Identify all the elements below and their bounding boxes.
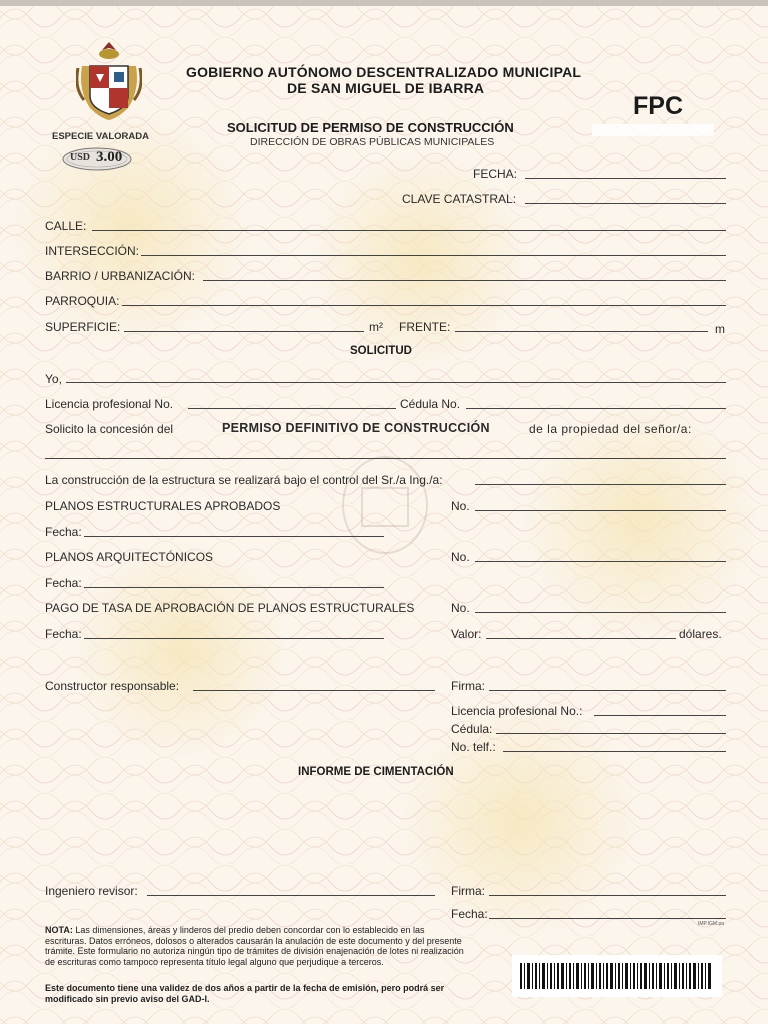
ingeniero-label: Ingeniero revisor: [45,884,138,898]
firma-constructor-field[interactable] [489,690,726,691]
control-field[interactable] [475,484,726,485]
frente-label: FRENTE: [399,320,451,334]
cedula-constructor-field[interactable] [496,733,726,734]
code-blank-box [592,124,714,136]
header-line-1: GOBIERNO AUTÓNOMO DESCENTRALIZADO MUNICIPAL [186,64,582,80]
valor-label: Valor: [451,627,482,641]
m2-unit: m² [369,320,383,334]
fecha-ingeniero-label: Fecha: [451,907,488,921]
interseccion-field[interactable] [141,255,726,256]
firma-ingeniero-field[interactable] [489,895,726,896]
solicito-text-bold: PERMISO DEFINITIVO DE CONSTRUCCIÓN [222,421,490,435]
pago-tasa-label: PAGO DE TASA DE APROBACIÓN DE PLANOS ESTRUCTURALES [45,601,415,615]
pago-fecha-label: Fecha: [45,627,82,641]
barrio-field[interactable] [203,280,726,281]
cedula-constructor-label: Cédula: [451,722,493,736]
planos-arq-fecha-field[interactable] [84,587,384,588]
m-unit: m [715,322,725,336]
licencia-prof-field[interactable] [594,715,726,716]
fecha-field[interactable] [525,178,726,179]
planos-estructurales-label: PLANOS ESTRUCTURALES APROBADOS [45,499,281,513]
barcode-icon [512,955,722,997]
solicito-text-end: de la propiedad del señor/a: [529,422,692,436]
calle-field[interactable] [92,230,726,231]
calle-label: CALLE: [45,219,87,233]
firma-constructor-label: Firma: [451,679,485,693]
licencia-prof-label: Licencia profesional No.: [451,704,583,718]
yo-field[interactable] [66,382,726,383]
validez-text: Este documento tiene una validez de dos años a partir de la fecha de emisión, pero podrá ser modificado sin previo aviso del GAD-I. [45,983,445,1004]
usd-label: USD [70,152,91,163]
interseccion-label: INTERSECCIÓN: [45,244,140,258]
telf-label: No. telf.: [451,740,496,754]
planos-est-no-field[interactable] [475,510,726,511]
coat-of-arms-icon [76,38,142,122]
clave-catastral-label: CLAVE CATASTRAL: [402,192,517,206]
barcode [512,955,722,997]
nota-text: Las dimensiones, áreas y linderos del predio deben concordar con lo establecido en las escrituras. Datos erróneos, dolosos o alterados causarán la anulación de este documento y del presente trámite. Este formulario no autoriza ningún tipo de trámites de división enajenación de lotes ni realización de escrituras como tampoco representa título legal alguno que perjudique a terceros. [45,925,464,967]
informe-heading: INFORME DE CIMENTACIÓN [298,766,454,778]
top-edge [0,0,768,6]
fecha-label: FECHA: [473,167,518,181]
nota-label: NOTA: [45,925,73,935]
firma-ingeniero-label: Firma: [451,884,485,898]
clave-catastral-field[interactable] [525,203,726,204]
pago-fecha-field[interactable] [84,638,384,639]
dolares-label: dólares. [679,627,722,641]
printer-mark: IMP.IGM.pa [698,921,725,927]
licencia-field[interactable] [188,408,396,409]
cedula-field[interactable] [466,408,726,409]
price-stamp [62,147,132,171]
especie-valorada-label: ESPECIE VALORADA [52,131,149,142]
planos-est-fecha-field[interactable] [84,536,384,537]
superficie-field[interactable] [124,331,364,332]
parroquia-field[interactable] [122,305,726,306]
form-code: FPC [633,92,683,120]
solicitud-heading: SOLICITUD [350,345,412,357]
solicito-text-start: Solicito la concesión del [45,422,174,436]
planos-arq-no-label: No. [451,550,470,564]
parroquia-label: PARROQUIA: [45,294,120,308]
nota-block [45,925,465,967]
header-line-2: DE SAN MIGUEL DE IBARRA [287,80,485,96]
constructor-field[interactable] [193,690,435,691]
licencia-label: Licencia profesional No. [45,397,174,411]
planos-arq-no-field[interactable] [475,561,726,562]
telf-field[interactable] [503,751,726,752]
planos-est-no-label: No. [451,499,470,513]
barrio-label: BARRIO / URBANIZACIÓN: [45,269,196,283]
form-subtitle: DIRECCIÓN DE OBRAS PÚBLICAS MUNICIPALES [250,136,495,148]
form-title: SOLICITUD DE PERMISO DE CONSTRUCCIÓN [227,120,514,135]
price-value: 3.00 [96,149,123,165]
yo-label: Yo, [45,372,62,386]
cedula-label: Cédula No. [400,397,461,411]
pago-no-field[interactable] [475,612,726,613]
planos-arq-fecha-label: Fecha: [45,576,82,590]
fecha-ingeniero-field[interactable] [489,918,726,919]
planos-est-fecha-label: Fecha: [45,525,82,539]
pago-no-label: No. [451,601,470,615]
planos-arquitectonicos-label: PLANOS ARQUITECTÓNICOS [45,550,214,564]
propietario-field[interactable] [45,458,726,459]
frente-field[interactable] [455,331,708,332]
control-label: La construcción de la estructura se realizará bajo el control del Sr./a Ing./a: [45,473,443,487]
superficie-label: SUPERFICIE: [45,320,121,334]
ingeniero-field[interactable] [147,895,435,896]
valor-field[interactable] [486,638,676,639]
constructor-label: Constructor responsable: [45,679,180,693]
